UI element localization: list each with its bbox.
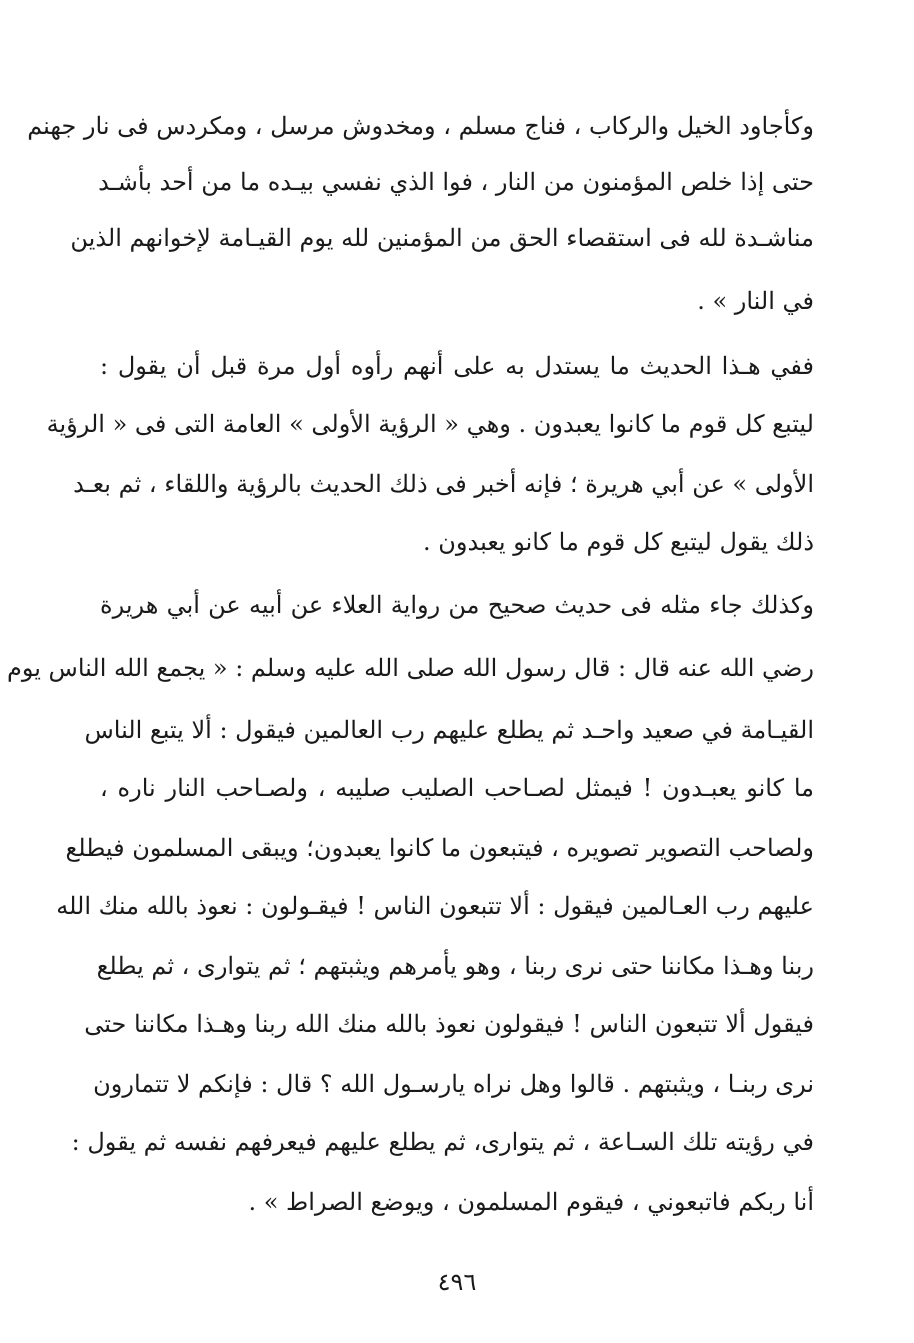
- text-line: وكأجاود الخيل والركاب ، فناج مسلم ، ومخدوش مرسل ، ومكردس فى نار جهنم: [27, 112, 814, 140]
- text-line: في رؤيته تلك السـاعة ، ثم يتوارى، ثم يطلع عليهم فيعرفهم نفسه ثم يقول :: [71, 1128, 814, 1156]
- text-line: أنا ربكم فاتبعوني ، فيقوم المسلمون ، ويوضع الصراط » .: [248, 1188, 814, 1216]
- text-line: عليهم رب العـالمين فيقول : ألا تتبعون الناس ! فيقـولون : نعوذ بالله منك الله: [56, 892, 814, 920]
- text-line: حتى إذا خلص المؤمنون من النار ، فوا الذي نفسي بيـده ما من أحد بأشـد: [98, 168, 814, 196]
- text-line: ففي هـذا الحديث ما يستدل به على أنهم رأوه أول مرة قبل أن يقول :: [100, 352, 814, 380]
- text-line: ليتبع كل قوم ما كانوا يعبدون . وهي « الرؤية الأولى » العامة التى فى « الرؤية: [46, 410, 814, 438]
- text-line: ذلك يقول ليتبع كل قوم ما كانو يعبدون .: [423, 528, 814, 556]
- text-line: الأولى » عن أبي هريرة ؛ فإنه أخبر فى ذلك الحديث بالرؤية واللقاء ، ثم بعـد: [73, 470, 814, 498]
- text-line: مناشـدة لله فى استقصاء الحق من المؤمنين لله يوم القيـامة لإخوانهم الذين: [70, 224, 814, 252]
- text-line: وكذلك جاء مثله فى حديث صحيح من رواية العلاء عن أبيه عن أبي هريرة: [100, 591, 814, 619]
- text-line: نرى ربنـا ، ويثبتهم . قالوا وهل نراه يارسـول الله ؟ قال : فإنكم لا تتمارون: [93, 1070, 814, 1098]
- page-number: ٤٩٦: [437, 1268, 477, 1296]
- text-line: القيـامة في صعيد واحـد ثم يطلع عليهم رب العالمين فيقول : ألا يتبع الناس: [84, 716, 814, 744]
- text-line: في النار » .: [697, 287, 814, 315]
- text-line: ما كانو يعبـدون ! فيمثل لصـاحب الصليب صليبه ، ولصـاحب النار ناره ،: [100, 774, 814, 802]
- text-line: رضي الله عنه قال : قال رسول الله صلى الله عليه وسلم : « يجمع الله الناس يوم: [6, 654, 814, 682]
- text-line: ولصاحب التصوير تصويره ، فيتبعون ما كانوا يعبدون؛ ويبقى المسلمون فيطلع: [65, 834, 814, 862]
- text-line: فيقول ألا تتبعون الناس ! فيقولون نعوذ بالله منك الله ربنا وهـذا مكاننا حتى: [84, 1010, 814, 1038]
- text-line: ربنا وهـذا مكاننا حتى نرى ربنا ، وهو يأمرهم ويثبتهم ؛ ثم يتوارى ، ثم يطلع: [96, 952, 814, 980]
